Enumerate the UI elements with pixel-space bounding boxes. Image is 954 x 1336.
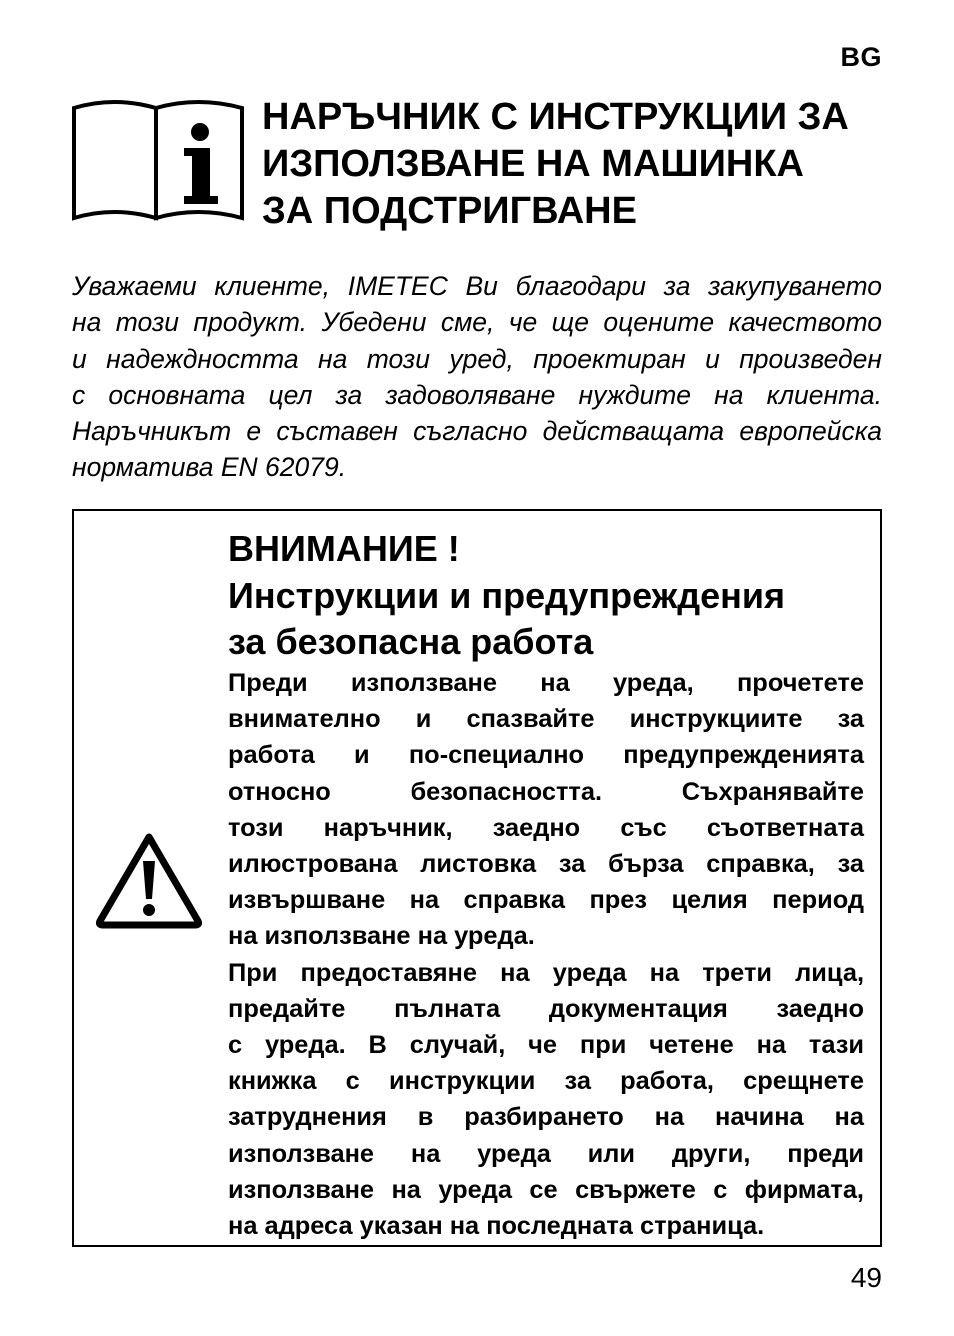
warning-line: внимателно и спазвайте инструкциите за: [228, 705, 864, 734]
warning-line: използване на уреда се свържете с фирмата,: [228, 1175, 864, 1204]
warning-line: Преди използване на уреда, прочетете: [228, 669, 864, 697]
title-line: ИЗПОЛЗВАНЕ НА МАШИНКА: [262, 143, 804, 185]
warning-subheading-line: за безопасна работа: [228, 621, 594, 662]
warning-heading-text: ВНИМАНИЕ !: [228, 528, 460, 569]
intro-line: Уважаеми клиенте, IMETEC Ви благодари за закупуването: [72, 271, 882, 301]
page-number: 49: [850, 1262, 882, 1293]
warning-line: този наръчник, заедно със съответната: [228, 813, 864, 842]
warning-line: илюстрована листовка за бърза справка, за: [228, 850, 864, 879]
warning-content: [228, 525, 864, 1244]
info-book-icon: [70, 94, 246, 224]
intro-paragraph: [72, 268, 882, 486]
warning-line: на адреса указан на последната страница.: [228, 1212, 765, 1241]
warning-line: предайте пълната документация заедно: [228, 994, 864, 1023]
warning-paragraph-1: [228, 665, 864, 955]
warning-triangle-icon: [94, 831, 204, 929]
warning-line: работа и по-специално предупрежденията: [228, 741, 864, 770]
title-line: НАРЪЧНИК С ИНСТРУКЦИИ ЗА: [262, 96, 849, 138]
warning-subheading: [228, 573, 864, 665]
warning-line: затруднения в разбирането на начина на: [228, 1103, 864, 1132]
title-line: ЗА ПОДСТРИГВАНЕ: [262, 190, 637, 232]
intro-line: на този продукт. Убедени сме, че ще оцените качеството: [72, 307, 882, 338]
warning-subheading-line: Инструкции и предупреждения: [228, 575, 785, 616]
safety-warning-box: [72, 509, 882, 1247]
warning-line: При предоставяне на уреда на трети лица,: [228, 958, 864, 987]
intro-line: и надеждността на този уред, проектиран и произведен: [72, 343, 882, 374]
warning-line: на използване на уреда.: [228, 922, 535, 951]
warning-paragraph-2: [228, 955, 864, 1245]
intro-line: с основната цел за задоволяване нуждите на клиента.: [72, 379, 882, 410]
intro-line: норматива EN 62079.: [72, 452, 347, 483]
warning-line: използване на уреда или други, преди: [228, 1139, 864, 1168]
warning-heading: [228, 525, 864, 573]
page-title: [262, 94, 887, 235]
intro-line: Наръчникът е съставен съгласно действащата европейска: [72, 416, 882, 447]
language-code: BG: [840, 42, 882, 72]
warning-line: книжка с инструкции за работа, срещнете: [228, 1067, 864, 1096]
warning-line: относно безопасността. Съхранявайте: [228, 777, 864, 806]
warning-line: с уреда. В случай, че при четене на тази: [228, 1031, 864, 1060]
warning-line: извършване на справка през целия период: [228, 886, 864, 915]
